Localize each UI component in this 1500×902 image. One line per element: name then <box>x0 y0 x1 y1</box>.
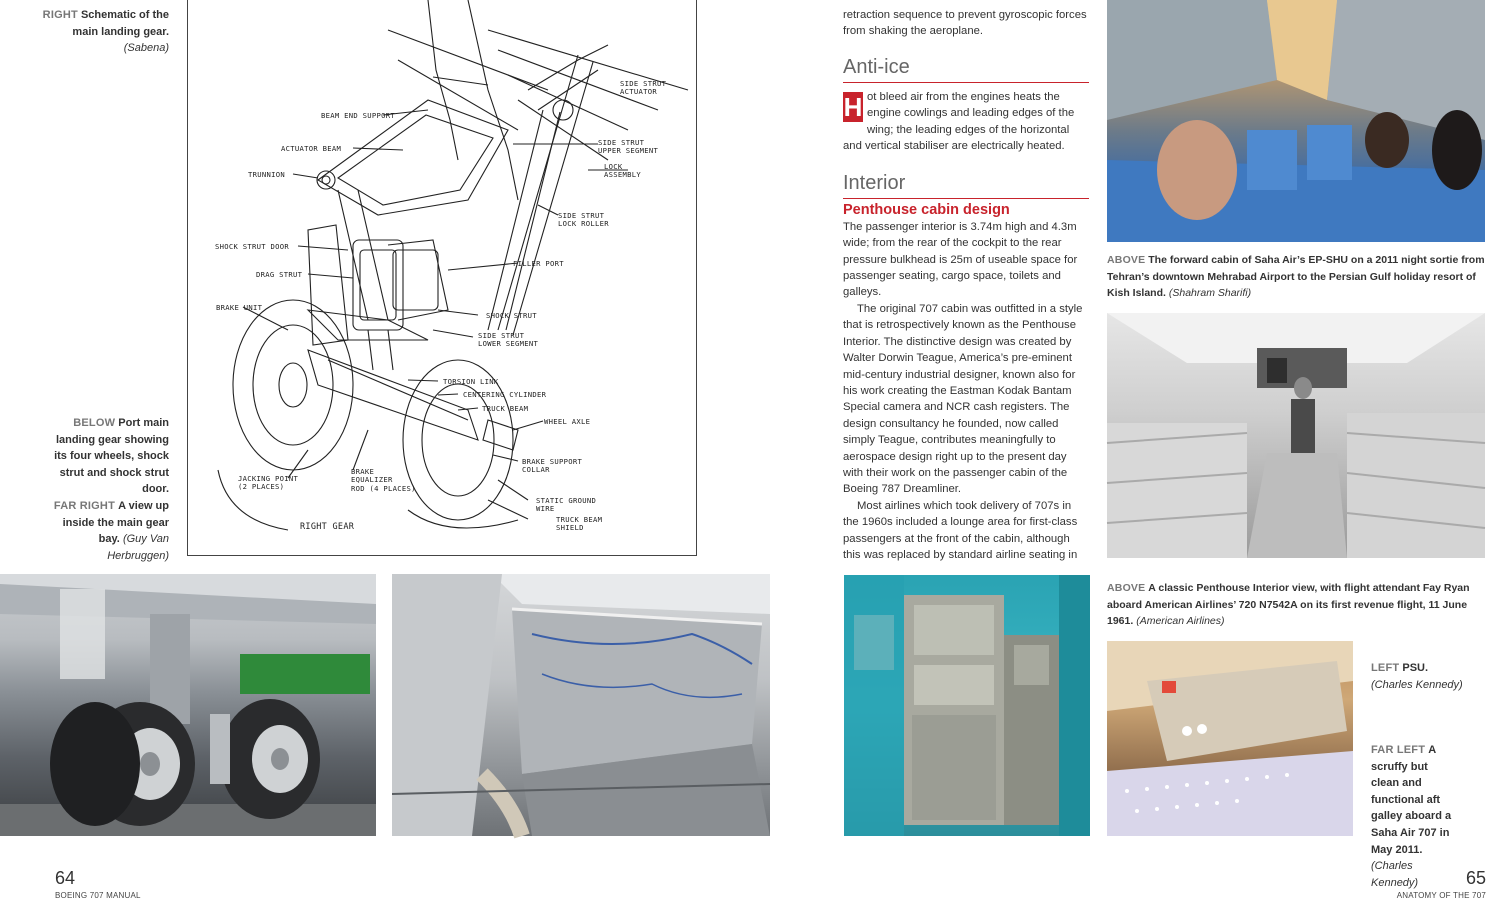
caption-text: PSU. <box>1402 662 1429 674</box>
label-jacking-point-2: (2 PLACES) <box>238 482 285 491</box>
caption-text: Port main landing gear showing its four wheels, shock strut and shock strut door. <box>54 417 169 496</box>
caption-lead: LEFT <box>1371 662 1400 674</box>
label-brake-equalizer-2: EQUALIZER <box>351 475 393 484</box>
dropcap: H <box>843 91 863 122</box>
caption-psu <box>1371 660 1481 693</box>
label-jacking-point-1: JACKING POINT <box>238 474 299 483</box>
heading-anti-ice: Anti-ice <box>843 55 910 78</box>
label-side-strut-upper-2: UPPER SEGMENT <box>598 146 659 155</box>
label-wheel-axle: WHEEL AXLE <box>544 417 591 426</box>
heading-rule <box>843 198 1089 199</box>
caption-lead-2: FAR RIGHT <box>53 499 115 512</box>
caption-text: Schematic of the main landing gear. <box>72 9 169 38</box>
label-side-strut-lock-roller-1: SIDE STRUT <box>558 211 605 220</box>
label-brake-support-collar-2: COLLAR <box>522 465 550 474</box>
heading-interior: Interior <box>843 172 906 195</box>
photo-psu-art <box>1107 641 1353 836</box>
caption-lead: BELOW <box>73 417 116 429</box>
label-brake-support-collar-1: BRAKE SUPPORT <box>522 457 583 466</box>
label-shock-strut: SHOCK STRUT <box>486 311 537 320</box>
caption-credit: (Charles Kennedy) <box>1371 860 1419 889</box>
interior-paragraph-3: Most airlines which took delivery of 707s in the 1960s included a lounge area for first-class passengers at the front of the cabin, although this was replaced by standard airline seating in <box>843 499 1078 561</box>
caption-text: A classic Penthouse Interior view, with flight attendant Fay Ryan aboard American Airlines’ 720 N7542A on its first revenue flight, 11 June 1961. <box>1107 582 1470 628</box>
interior-paragraph-2: The original 707 cabin was outfitted in a style that is retrospectively known as the Penthouse Interior. The distinctive design was created by Walter Dorwin Teague, America’s pre-eminent mid-century industrial designer, known also for his work creating the Eastman Kodak Bantam Special camera and NCR cash registers. The design consultancy he founded, now called simply Teague, contributes meaningfully to aerospace design right up to the present day with their work on the passenger cabin of the Boeing 787 Dreamliner. <box>843 302 1083 496</box>
label-shock-strut-door: SHOCK STRUT DOOR <box>215 242 290 251</box>
label-side-strut-lower-1: SIDE STRUT <box>478 331 525 340</box>
photo-aft-galley <box>844 575 1090 836</box>
caption-galley <box>1371 742 1459 891</box>
interior-paragraph-1: The passenger interior is 3.74m high and 4.3m wide; from the rear of the cockpit to the rear pressure bulkhead is 25m of useable space for passenger seating, cargo space, toilets and galleys. <box>843 220 1078 299</box>
photo-aft-galley-art <box>844 575 1090 836</box>
label-beam-end-support: BEAM END SUPPORT <box>321 111 396 120</box>
label-static-ground-wire-1: STATIC GROUND <box>536 496 597 505</box>
label-static-ground-wire-2: WIRE <box>536 504 555 513</box>
caption-text: The forward cabin of Saha Air’s EP-SHU on a 2011 night sortie from Tehran’s downtown Mehrabad Airport to the Persian Gulf holiday resort of Kish Island. <box>1107 254 1485 300</box>
intro-paragraph: retraction sequence to prevent gyroscopic forces from shaking the aeroplane. <box>843 9 1087 38</box>
photo-forward-cabin-art <box>1107 0 1485 242</box>
photo-forward-cabin <box>1107 0 1485 242</box>
heading-rule <box>843 82 1089 83</box>
label-brake-equalizer-1: BRAKE <box>351 467 375 476</box>
caption-landing-gear <box>50 415 169 564</box>
text-column <box>843 7 1089 561</box>
label-trunnion: TRUNNION <box>248 170 286 179</box>
caption-schematic <box>40 7 169 57</box>
photo-penthouse-interior <box>1107 313 1485 558</box>
caption-forward-cabin <box>1107 252 1485 302</box>
label-side-strut-actuator-1: SIDE STRUT <box>620 79 667 88</box>
label-right-gear: RIGHT GEAR <box>300 522 355 532</box>
caption-credit: (American Airlines) <box>1136 615 1225 628</box>
label-lock-assembly-2: ASSEMBLY <box>604 170 642 179</box>
caption-credit: (Sabena) <box>123 42 169 55</box>
caption-lead: ABOVE <box>1107 254 1146 266</box>
photo-penthouse-interior-art <box>1107 313 1485 558</box>
subheading-penthouse: Penthouse cabin design <box>843 202 1010 219</box>
page-number-left: 64 <box>55 868 76 888</box>
anti-ice-text: ot bleed air from the engines heats the engine cowlings and leading edges of the wing; the leading edges of the horizontal and vertical stabiliser are electrically heated. <box>843 90 1075 153</box>
label-brake-unit: BRAKE UNIT <box>216 303 263 312</box>
photo-port-main-gear-art <box>0 574 376 836</box>
label-torsion-link: TORSION LINK <box>443 377 499 386</box>
caption-text-2: A view up inside the main gear bay. <box>62 499 169 546</box>
photo-main-gear-bay <box>392 574 770 836</box>
schematic-drawing <box>188 0 696 555</box>
label-side-strut-upper-1: SIDE STRUT <box>598 138 645 147</box>
caption-credit: (Guy Van Herbruggen) <box>107 533 169 562</box>
label-centering-cylinder: CENTERING CYLINDER <box>463 390 547 399</box>
caption-credit: (Shahram Sharifi) <box>1168 287 1252 300</box>
photo-port-main-gear <box>0 574 376 836</box>
label-side-strut-actuator-2: ACTUATOR <box>620 87 658 96</box>
label-filler-port: FILLER PORT <box>513 259 564 268</box>
label-brake-equalizer-3: ROD (4 PLACES) <box>351 484 416 493</box>
caption-penthouse <box>1107 580 1485 630</box>
caption-credit: (Charles Kennedy) <box>1371 678 1463 691</box>
caption-lead: RIGHT <box>42 9 78 21</box>
label-drag-strut: DRAG STRUT <box>256 270 303 279</box>
page-number-right: 65 <box>1465 868 1486 888</box>
label-side-strut-lower-2: LOWER SEGMENT <box>478 339 539 348</box>
label-actuator-beam: ACTUATOR BEAM <box>281 144 342 153</box>
label-truck-beam-shield-2: SHIELD <box>556 523 584 532</box>
label-side-strut-lock-roller-2: LOCK ROLLER <box>558 219 609 228</box>
landing-gear-schematic <box>187 0 697 556</box>
anti-ice-paragraph <box>843 89 1089 155</box>
photo-psu <box>1107 641 1353 836</box>
caption-lead: ABOVE <box>1107 582 1146 594</box>
photo-main-gear-bay-art <box>392 574 770 836</box>
label-truck-beam: TRUCK BEAM <box>482 404 529 413</box>
footer-left: BOEING 707 MANUAL <box>55 891 141 900</box>
caption-lead: FAR LEFT <box>1371 744 1426 756</box>
label-lock-assembly-1: LOCK <box>604 162 623 171</box>
footer-right: ANATOMY OF THE 707 <box>1396 891 1486 900</box>
label-truck-beam-shield-1: TRUCK BEAM <box>556 515 603 524</box>
caption-text: A scruffy but clean and functional aft galley aboard a Saha Air 707 in May 2011. <box>1371 744 1452 856</box>
